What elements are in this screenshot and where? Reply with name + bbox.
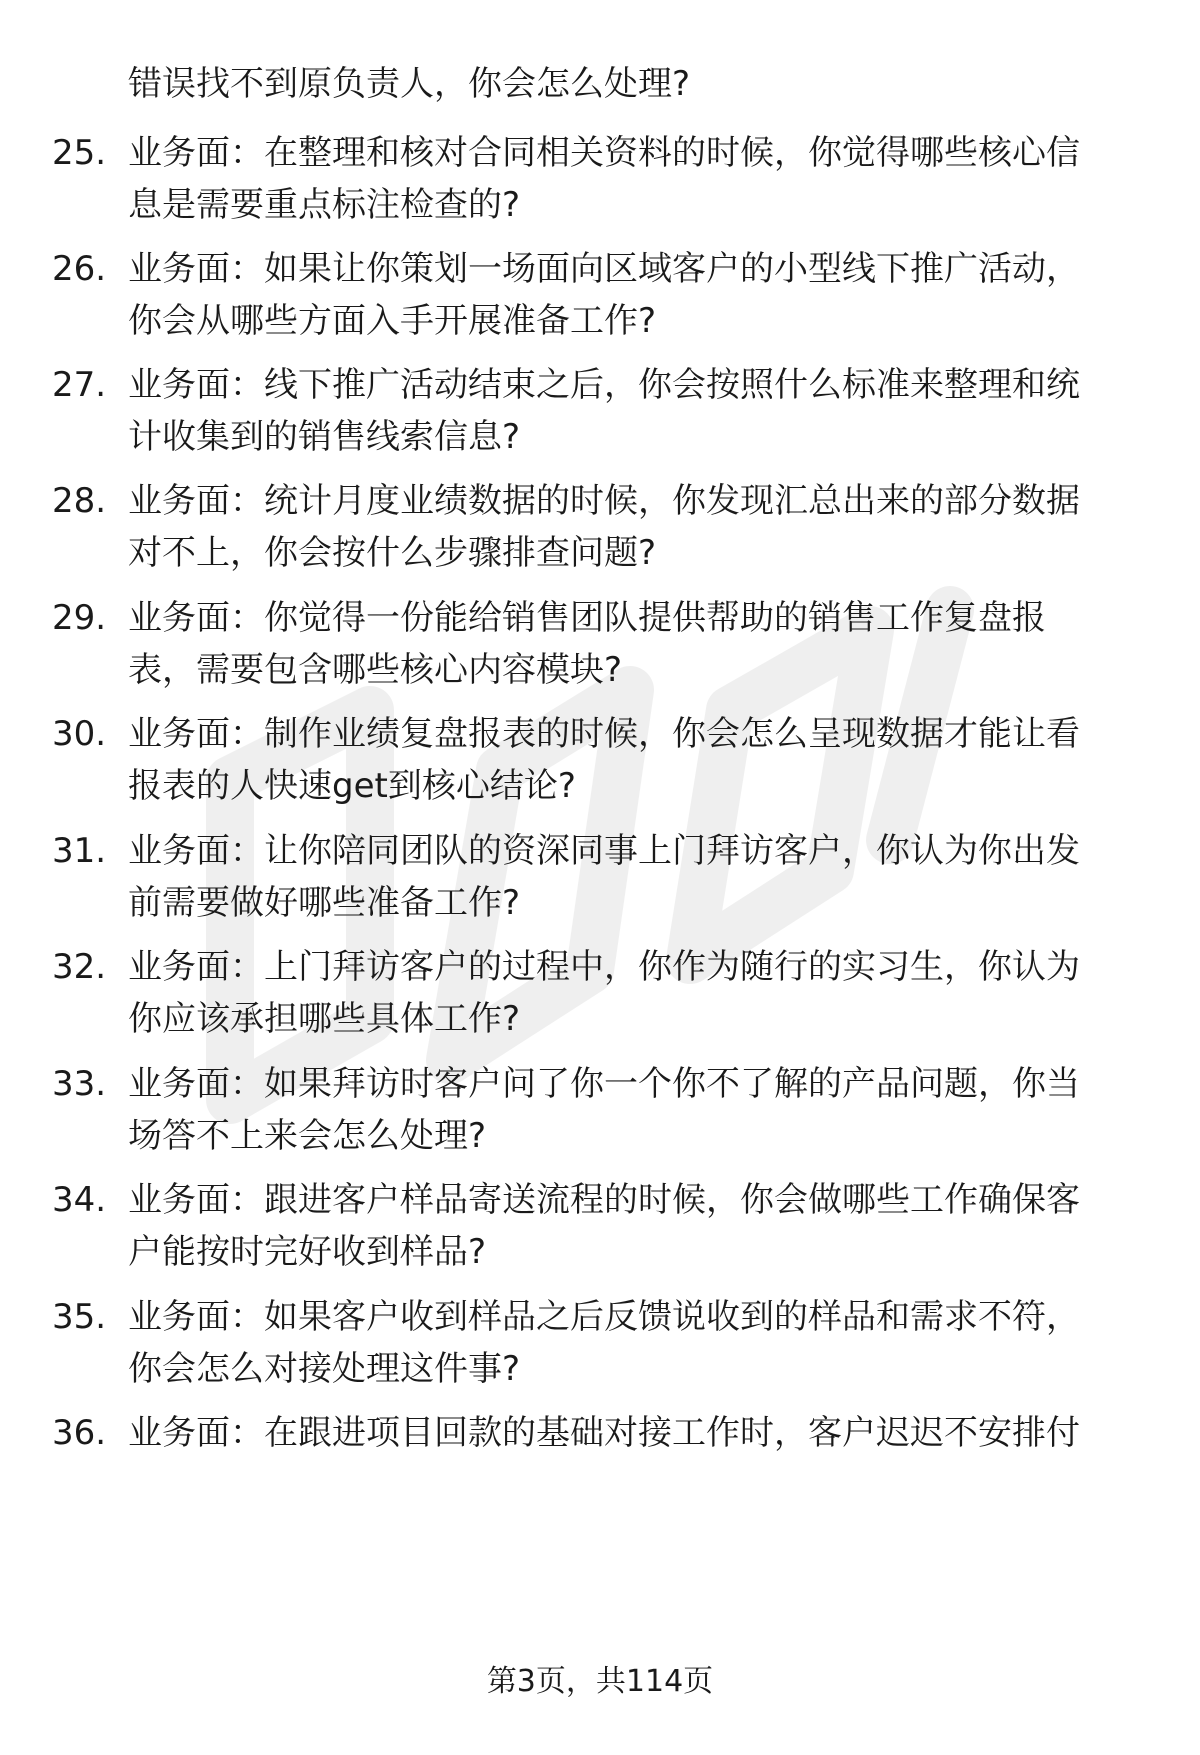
question-item (0, 243, 1200, 353)
question-item (0, 708, 1200, 818)
question-item (0, 1291, 1200, 1401)
question-number: 28. (52, 481, 107, 521)
question-number: 35. (52, 1297, 107, 1337)
question-number: 31. (52, 831, 107, 871)
question-item (0, 1407, 1200, 1517)
question-text: 业务面：如果让你策划一场面向区域客户的小型线下推广活动， 你会从哪些方面入手开展准备工作? (128, 249, 1080, 341)
question-item (0, 359, 1200, 469)
question-item (0, 1174, 1200, 1284)
question-item (0, 475, 1200, 585)
question-item (0, 1058, 1200, 1168)
question-number: 30. (52, 714, 107, 754)
question-number: 27. (52, 365, 107, 405)
question-text: 业务面：线下推广活动结束之后，你会按照什么标准来整理和统 计收集到的销售线索信息? (128, 365, 1080, 457)
question-number: 26. (52, 249, 107, 289)
question-text: 业务面：在跟进项目回款的基础对接工作时，客户迟迟不安排付 (128, 1413, 1080, 1453)
question-number: 32. (52, 947, 107, 987)
question-item (0, 127, 1200, 237)
question-number: 25. (52, 133, 107, 173)
question-text: 业务面：在整理和核对合同相关资料的时候，你觉得哪些核心信 息是需要重点标注检查的? (128, 133, 1080, 225)
question-number: 34. (52, 1180, 107, 1220)
question-text: 业务面：跟进客户样品寄送流程的时候，你会做哪些工作确保客 户能按时完好收到样品? (128, 1180, 1080, 1272)
question-text: 业务面：让你陪同团队的资深同事上门拜访客户，你认为你出发 前需要做好哪些准备工作? (128, 831, 1080, 923)
question-text: 业务面：上门拜访客户的过程中，你作为随行的实习生，你认为 你应该承担哪些具体工作? (128, 947, 1080, 1039)
question-text: 业务面：制作业绩复盘报表的时候，你会怎么呈现数据才能让看 报表的人快速get到核心结论? (128, 714, 1080, 806)
question-text: 业务面：统计月度业绩数据的时候，你发现汇总出来的部分数据 对不上，你会按什么步骤排查问题? (128, 481, 1080, 573)
continued-question-text: 错误找不到原负责人，你会怎么处理? (128, 64, 691, 104)
page-footer: 第3页，共114页 (486, 1664, 714, 1699)
question-text: 业务面：如果拜访时客户问了你一个你不了解的产品问题，你当 场答不上来会怎么处理? (128, 1064, 1080, 1156)
question-item (0, 592, 1200, 702)
question-item (0, 941, 1200, 1051)
question-number: 33. (52, 1064, 107, 1104)
question-text: 业务面：如果客户收到样品之后反馈说收到的样品和需求不符， 你会怎么对接处理这件事? (128, 1297, 1080, 1389)
question-number: 36. (52, 1413, 107, 1453)
question-number: 29. (52, 598, 107, 638)
question-text: 业务面：你觉得一份能给销售团队提供帮助的销售工作复盘报 表，需要包含哪些核心内容模块? (128, 598, 1046, 690)
question-item (0, 825, 1200, 935)
